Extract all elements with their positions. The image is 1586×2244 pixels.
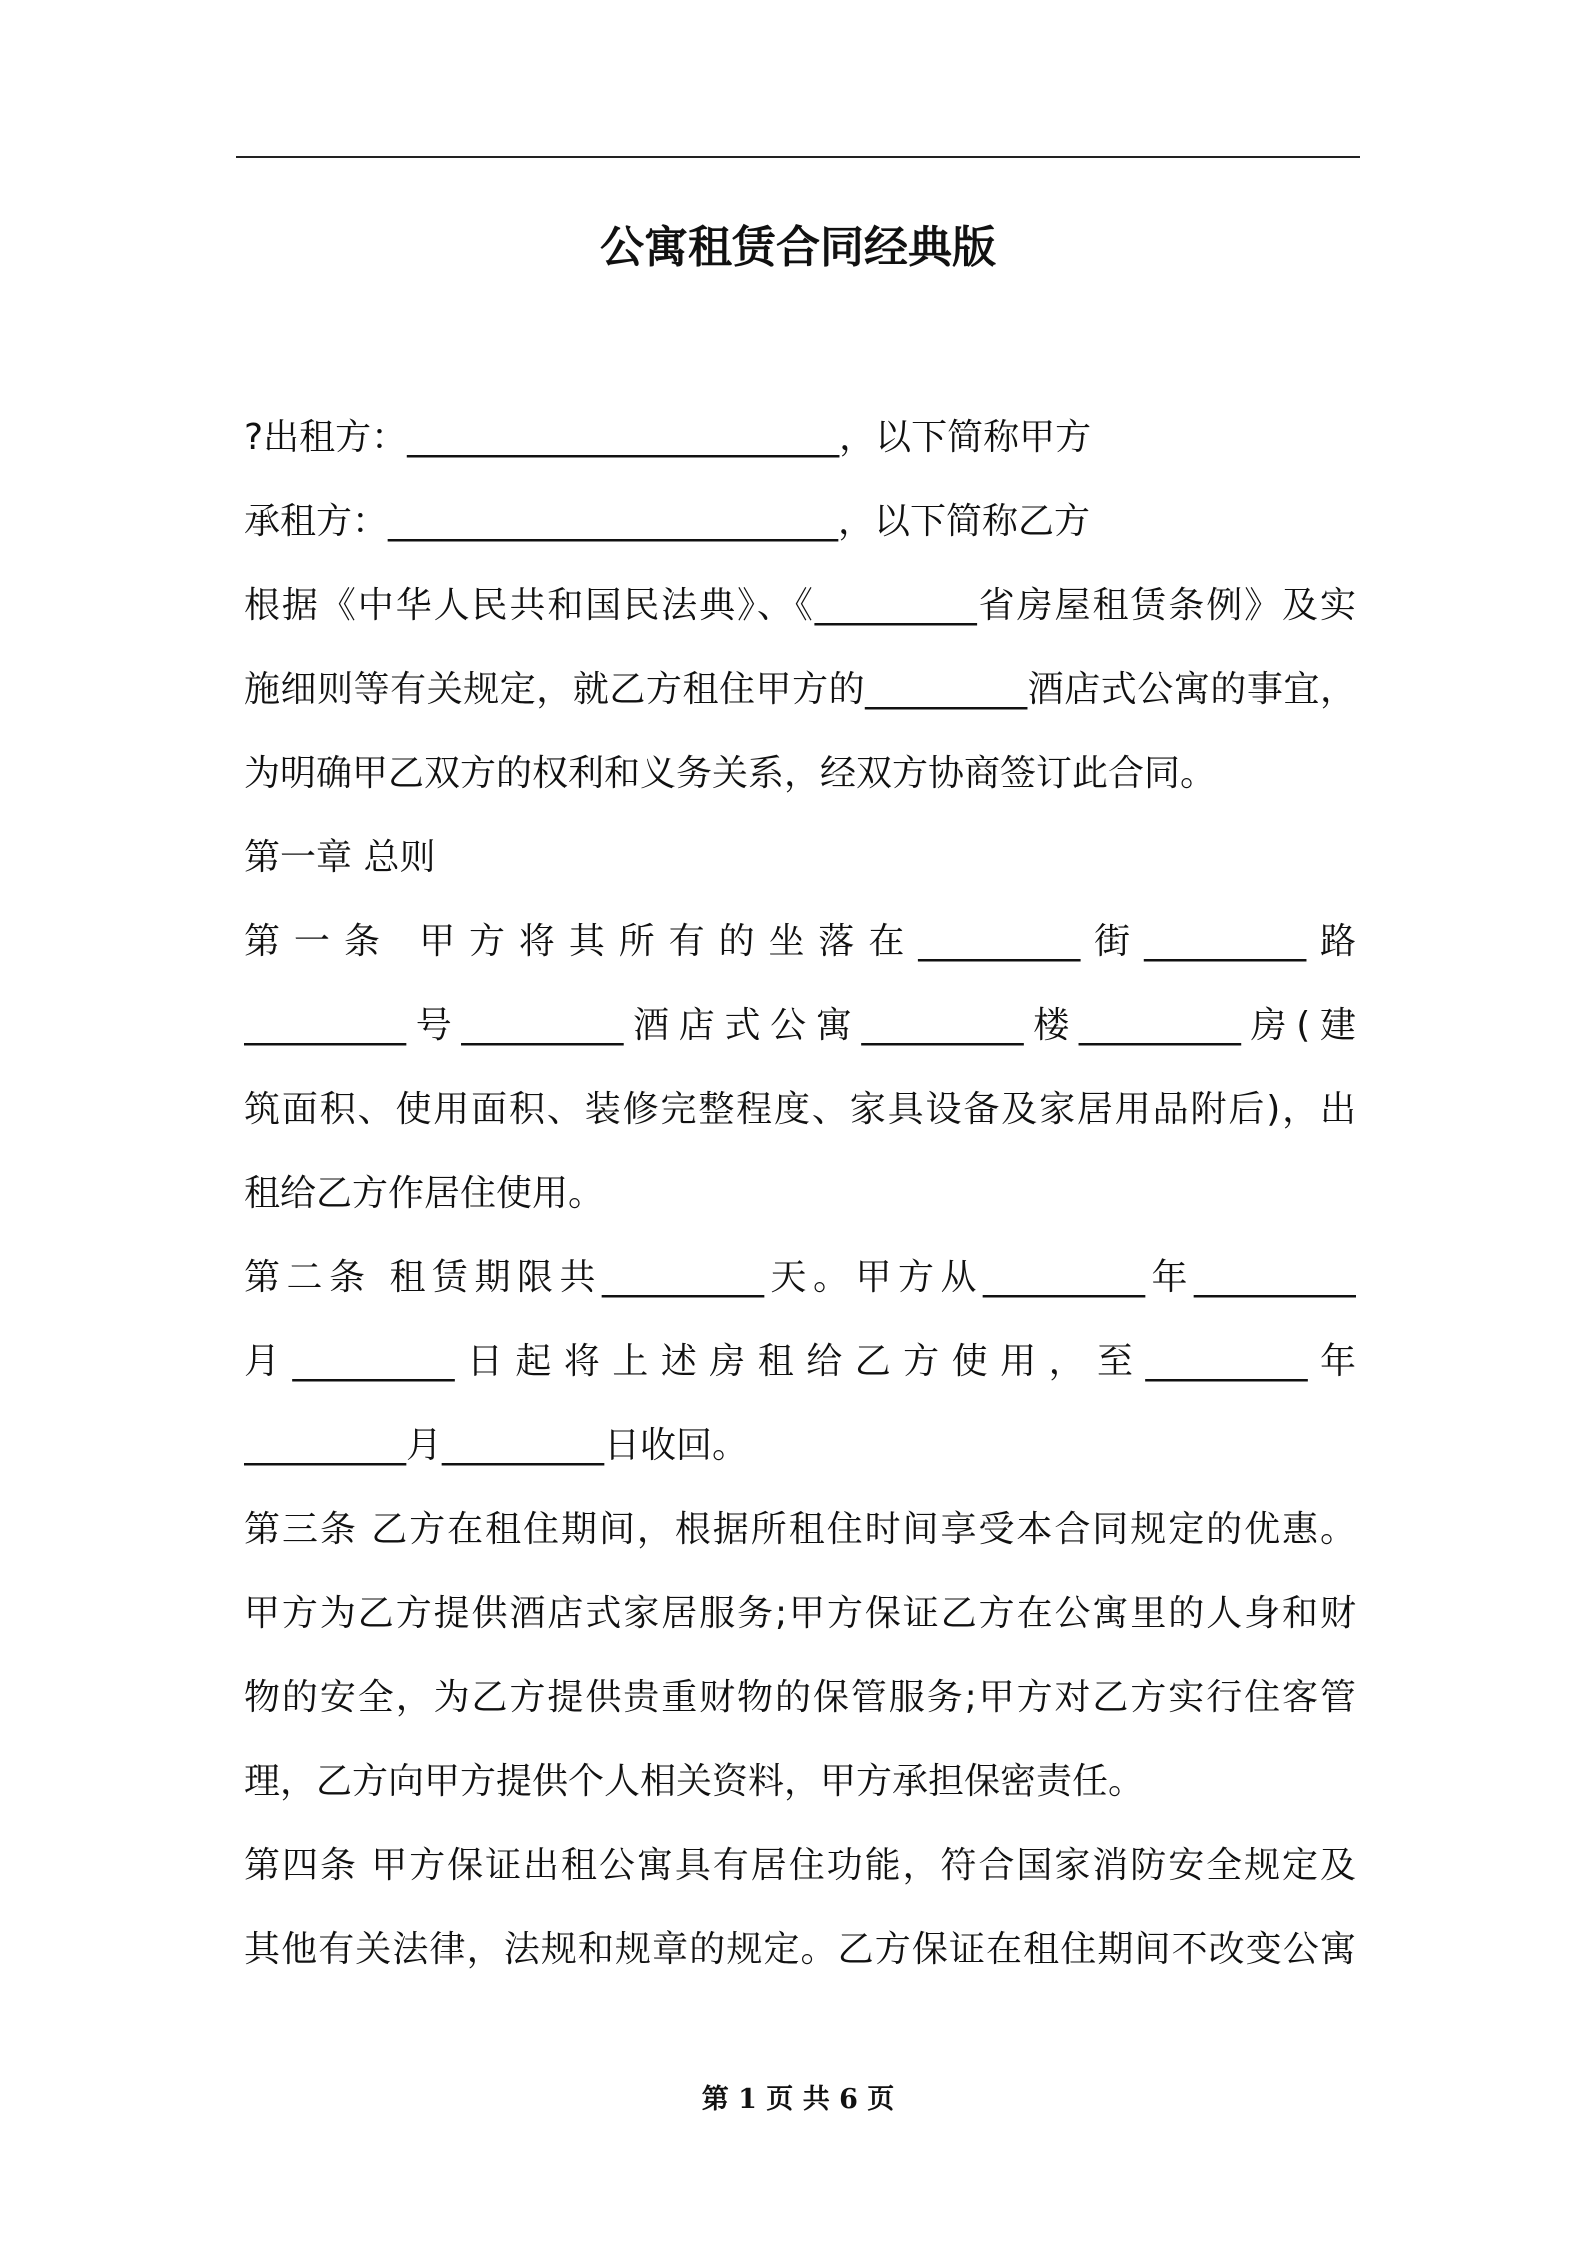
document-title: 公寓租赁合同经典版 <box>600 222 996 273</box>
text-line: ?出租方：________________________，以下简称甲方 <box>244 417 1092 458</box>
text-line: 其他有关法律，法规和规章的规定。乙方保证在租住期间不改变公寓 <box>244 1929 1356 1970</box>
text-line: 筑面积、使用面积、装修完整程度、家具设备及家居用品附后)，出 <box>244 1089 1356 1130</box>
text-line: 第一条 甲方将其所有的坐落在_________街_________路 <box>244 921 1356 962</box>
text-line: 月_________日起将上述房租给乙方使用，至_________年 <box>244 1341 1356 1382</box>
header-rule <box>236 156 1360 158</box>
text-line: 根据《中华人民共和国民法典》、《_________省房屋租赁条例》及实 <box>244 585 1356 626</box>
text-line: 第二条 租赁期限共_________天。甲方从_________年_________ <box>244 1257 1356 1298</box>
text-line: _________月_________日收回。 <box>244 1425 749 1466</box>
text-line: 理，乙方向甲方提供个人相关资料，甲方承担保密责任。 <box>244 1761 1145 1802</box>
text-line: 租给乙方作居住使用。 <box>244 1173 605 1214</box>
text-line: 物的安全，为乙方提供贵重财物的保管服务;甲方对乙方实行住客管 <box>244 1677 1356 1718</box>
text-line: 为明确甲乙双方的权利和义务关系，经双方协商签订此合同。 <box>244 753 1217 794</box>
text-line: 甲方为乙方提供酒店式家居服务;甲方保证乙方在公寓里的人身和财 <box>244 1593 1356 1634</box>
text-line: 施细则等有关规定，就乙方租住甲方的_________酒店式公寓的事宜， <box>244 669 1356 710</box>
page-number: 第 1 页 共 6 页 <box>701 2084 895 2115</box>
text-line: 第三条 乙方在租住期间，根据所租住时间享受本合同规定的优惠。 <box>244 1509 1356 1550</box>
text-line: _________号_________酒店式公寓_________楼_________房(建 <box>244 1005 1356 1046</box>
text-line: 第四条 甲方保证出租公寓具有居住功能，符合国家消防安全规定及 <box>244 1845 1356 1886</box>
chapter-heading: 第一章 总则 <box>244 837 436 878</box>
text-line: 承租方：_________________________，以下简称乙方 <box>244 501 1091 542</box>
